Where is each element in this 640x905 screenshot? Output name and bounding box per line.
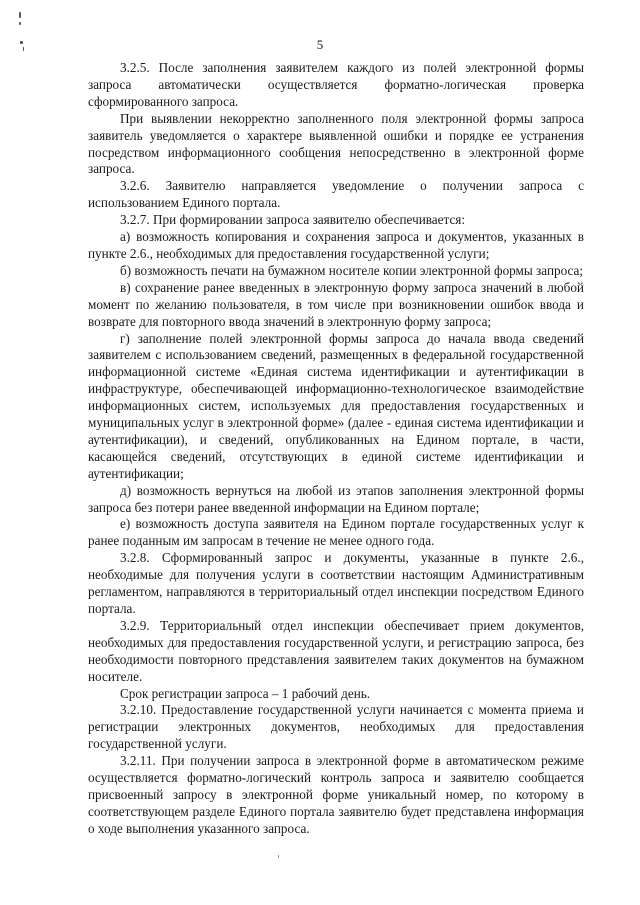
paragraph-registration-term: Срок регистрации запроса – 1 рабочий день.: [120, 685, 371, 701]
list-item-v: в) сохранение ранее введенных в электронную форму запроса значений в любой момент по желанию пользователя, в том числе при возникновении ошибок ввода и возврате для повторного ввода значений в электронную форму запроса;: [88, 279, 584, 329]
list-item-b: б) возможность печати на бумажном носителе копии электронной формы запроса;: [120, 262, 584, 278]
scan-speck: [19, 12, 21, 18]
scan-speck: [278, 855, 279, 858]
paragraph-error-notice: При выявлении некорректно заполненного поля электронной формы запроса заявитель уведомляется о характере выявленной ошибки и порядке ее устранения посредством информационного сообщения непосредственно в электронной форме запроса.: [88, 110, 584, 177]
paragraph-3-2-10: 3.2.10. Предоставление государственной услуги начинается с момента приема и регистрации электронных документов, необходимых для предоставления государственной услуги.: [88, 702, 584, 752]
list-item-a: а) возможность копирования и сохранения запроса и документов, указанных в пункте 2.6., необходимых для предоставления государственной услуги;: [88, 229, 584, 261]
paragraph-3-2-7: 3.2.7. При формировании запроса заявителю обеспечивается:: [120, 212, 466, 228]
paragraph-3-2-11: 3.2.11. При получении запроса в электронной форме в автоматическом режиме осуществляется форматно-логический контроль запроса и заявителю сообщается присвоенный запросу в электронной форме уникальный номер, по которому в соответствующем разделе Единого портала заявителю будет представлена информация о ходе выполнения указанного запроса.: [88, 753, 584, 836]
page-number: 5: [316, 37, 324, 52]
list-item-e: е) возможность доступа заявителя на Едином портале государственных услуг к ранее поданным им запросам в течение не менее одного года.: [88, 516, 584, 549]
list-item-d: д) возможность вернуться на любой из этапов заполнения электронной формы запроса без потери ранее введенной информации на Едином портале;: [88, 482, 584, 515]
paragraph-3-2-5: 3.2.5. После заполнения заявителем каждого из полей электронной формы запроса автоматически осуществляется форматно-логическая проверка сформированного запроса.: [88, 60, 584, 109]
document-body: [88, 60, 584, 838]
list-item-g: г) заполнение полей электронной формы запроса до начала ввода сведений заявителем с использованием сведений, размещенных в федеральной государственной информационной системе «Единая система идентификации и аутентификации в инфраструктуре, обеспечивающей информационно-технологическое взаимодействие информационных систем, используемых для предоставления государственных и муниципальных услуг в электронной форме» (далее - единая система идентификации и аутентификации), и сведений, опубликованных на Едином портале, в части, касающейся сведений, отсутствующих в единой системе идентификации и аутентификации;: [88, 330, 584, 481]
scan-speck: [19, 22, 21, 25]
paragraph-3-2-8: 3.2.8. Сформированный запрос и документы, указанные в пункте 2.6., необходимые для получения услуги в соответствии настоящим Административным регламентом, направляются в территориальный отдел инспекции посредством Единого портала.: [88, 550, 584, 616]
paragraph-3-2-6: 3.2.6. Заявителю направляется уведомление о получении запроса с использованием Единого портала.: [88, 178, 584, 211]
paragraph-3-2-9: 3.2.9. Территориальный отдел инспекции обеспечивает прием документов, необходимых для предоставления государственной услуги, и регистрацию запроса, без необходимости повторного представления заявителем таких документов на бумажном носителе.: [88, 617, 584, 684]
